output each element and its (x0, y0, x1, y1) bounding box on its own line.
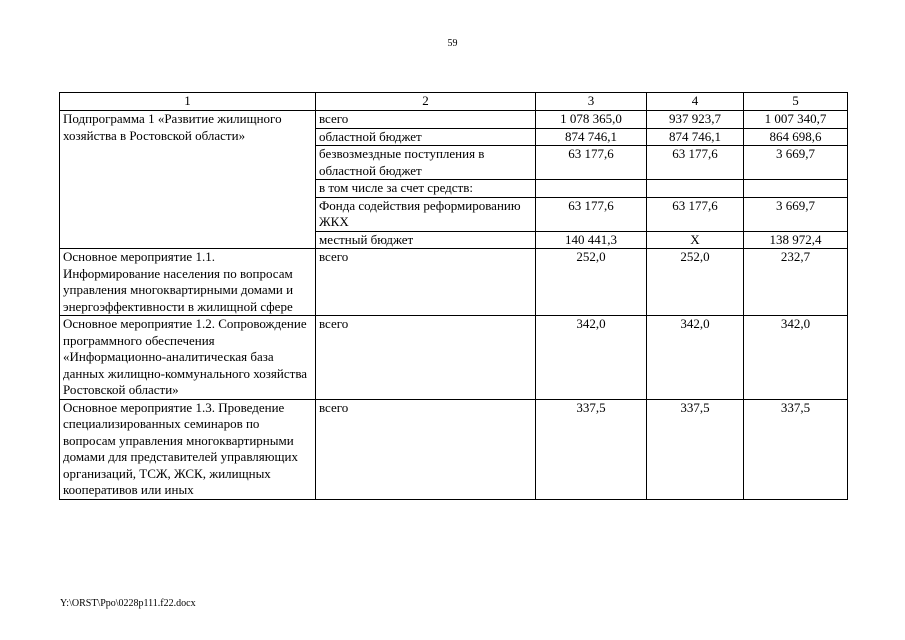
page-number: 59 (447, 38, 458, 49)
table-row (60, 111, 848, 129)
value-cell: 138 972,4 (744, 231, 848, 249)
activity-name: Основное мероприятие 1.2. Сопровождение программного обеспечения «Информационно-аналитическая база данных жилищно-коммунального хозяйства Ростовской области» (60, 316, 316, 400)
table-header-row (60, 93, 848, 111)
funding-source: безвозмездные поступления в областной бюджет (316, 146, 536, 180)
funding-source: Фонда содействия реформированию ЖКХ (316, 197, 536, 231)
value-cell: 63 177,6 (647, 146, 744, 180)
header-cell: 4 (647, 93, 744, 111)
table-row (60, 316, 848, 400)
header-cell: 1 (60, 93, 316, 111)
header-cell: 5 (744, 93, 848, 111)
value-cell (647, 180, 744, 198)
header-cell: 2 (316, 93, 536, 111)
value-cell: 63 177,6 (647, 197, 744, 231)
funding-source: областной бюджет (316, 128, 536, 146)
value-cell: 232,7 (744, 249, 848, 316)
value-cell: 342,0 (744, 316, 848, 400)
value-cell (536, 180, 647, 198)
value-cell: 63 177,6 (536, 146, 647, 180)
value-cell: 874 746,1 (647, 128, 744, 146)
value-cell: 1 007 340,7 (744, 111, 848, 129)
value-cell: 252,0 (647, 249, 744, 316)
value-cell: 342,0 (536, 316, 647, 400)
value-cell: 3 669,7 (744, 146, 848, 180)
funding-source: местный бюджет (316, 231, 536, 249)
funding-source: всего (316, 316, 536, 400)
value-cell: 337,5 (536, 399, 647, 499)
value-cell: 337,5 (744, 399, 848, 499)
table-row (60, 399, 848, 499)
value-cell: 252,0 (536, 249, 647, 316)
budget-table (59, 92, 848, 500)
value-cell: 874 746,1 (536, 128, 647, 146)
activity-name: Основное мероприятие 1.1. Информирование населения по вопросам управления многоквартирными домами и энергоэффективности в жилищной сфере (60, 249, 316, 316)
value-cell: 1 078 365,0 (536, 111, 647, 129)
value-cell (744, 180, 848, 198)
value-cell: Х (647, 231, 744, 249)
value-cell: 864 698,6 (744, 128, 848, 146)
funding-source: всего (316, 111, 536, 129)
funding-source: в том числе за счет средств: (316, 180, 536, 198)
table-row (60, 249, 848, 316)
program-name: Подпрограмма 1 «Развитие жилищного хозяйства в Ростовской области» (60, 111, 316, 249)
funding-source: всего (316, 399, 536, 499)
value-cell: 337,5 (647, 399, 744, 499)
file-path-footer: Y:\ORST\Ppo\0228p111.f22.docx (60, 598, 196, 609)
value-cell: 342,0 (647, 316, 744, 400)
value-cell: 63 177,6 (536, 197, 647, 231)
value-cell: 140 441,3 (536, 231, 647, 249)
activity-name: Основное мероприятие 1.3. Проведение специализированных семинаров по вопросам управления многоквартирными домами для представителей управляющих организаций, ТСЖ, ЖСК, жилищных кооперативов или иных (60, 399, 316, 499)
funding-source: всего (316, 249, 536, 316)
value-cell: 3 669,7 (744, 197, 848, 231)
header-cell: 3 (536, 93, 647, 111)
value-cell: 937 923,7 (647, 111, 744, 129)
